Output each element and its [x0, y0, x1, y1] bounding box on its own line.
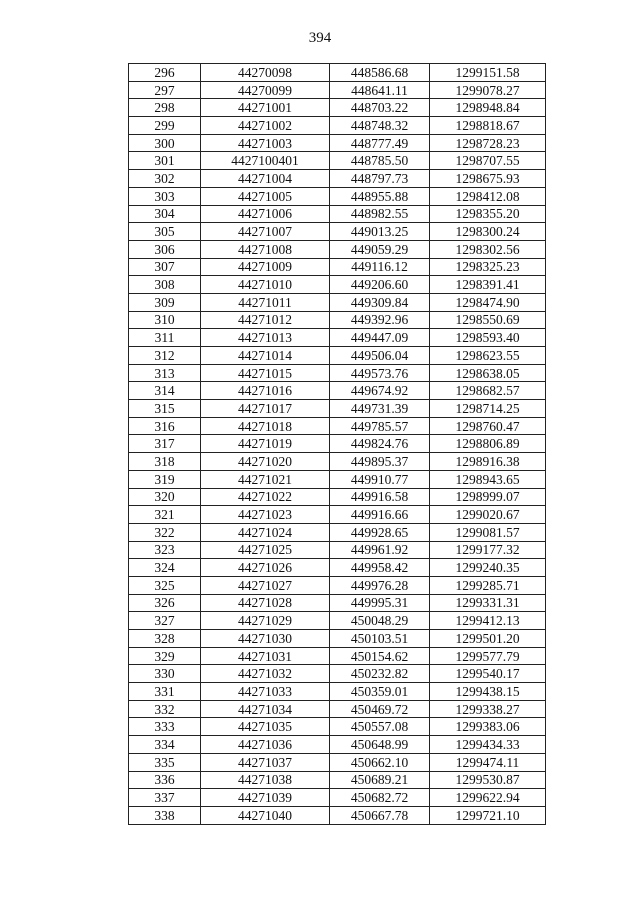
- row-number-cell: 323: [129, 541, 201, 559]
- table-row: [129, 258, 546, 276]
- point-id-cell: 44271008: [201, 240, 330, 258]
- x-coordinate-cell: 449995.31: [330, 594, 430, 612]
- point-id-cell: 44270098: [201, 64, 330, 82]
- y-coordinate-cell: 1298302.56: [430, 240, 546, 258]
- row-number-cell: 305: [129, 223, 201, 241]
- table-row: [129, 347, 546, 365]
- table-row: [129, 559, 546, 577]
- row-number-cell: 303: [129, 187, 201, 205]
- point-id-cell: 44271037: [201, 753, 330, 771]
- coordinates-table-body: [129, 64, 546, 825]
- y-coordinate-cell: 1298818.67: [430, 117, 546, 135]
- x-coordinate-cell: 450103.51: [330, 630, 430, 648]
- y-coordinate-cell: 1298714.25: [430, 400, 546, 418]
- x-coordinate-cell: 450689.21: [330, 771, 430, 789]
- point-id-cell: 44271004: [201, 170, 330, 188]
- x-coordinate-cell: 448748.32: [330, 117, 430, 135]
- row-number-cell: 302: [129, 170, 201, 188]
- x-coordinate-cell: 449392.96: [330, 311, 430, 329]
- x-coordinate-cell: 449824.76: [330, 435, 430, 453]
- row-number-cell: 299: [129, 117, 201, 135]
- row-number-cell: 332: [129, 700, 201, 718]
- point-id-cell: 44271025: [201, 541, 330, 559]
- y-coordinate-cell: 1299721.10: [430, 806, 546, 824]
- x-coordinate-cell: 449976.28: [330, 576, 430, 594]
- row-number-cell: 313: [129, 364, 201, 382]
- x-coordinate-cell: 450662.10: [330, 753, 430, 771]
- row-number-cell: 330: [129, 665, 201, 683]
- table-row: [129, 382, 546, 400]
- point-id-cell: 44271018: [201, 417, 330, 435]
- coordinates-table: [128, 63, 546, 825]
- x-coordinate-cell: 450648.99: [330, 736, 430, 754]
- table-row: [129, 311, 546, 329]
- table-row: [129, 700, 546, 718]
- y-coordinate-cell: 1298412.08: [430, 187, 546, 205]
- x-coordinate-cell: 450154.62: [330, 647, 430, 665]
- table-row: [129, 523, 546, 541]
- y-coordinate-cell: 1298675.93: [430, 170, 546, 188]
- point-id-cell: 44271015: [201, 364, 330, 382]
- row-number-cell: 316: [129, 417, 201, 435]
- y-coordinate-cell: 1298728.23: [430, 134, 546, 152]
- table-row: [129, 329, 546, 347]
- row-number-cell: 297: [129, 81, 201, 99]
- table-row: [129, 453, 546, 471]
- x-coordinate-cell: 449928.65: [330, 523, 430, 541]
- row-number-cell: 333: [129, 718, 201, 736]
- x-coordinate-cell: 449447.09: [330, 329, 430, 347]
- table-row: [129, 736, 546, 754]
- point-id-cell: 44271002: [201, 117, 330, 135]
- x-coordinate-cell: 449958.42: [330, 559, 430, 577]
- row-number-cell: 307: [129, 258, 201, 276]
- table-row: [129, 152, 546, 170]
- point-id-cell: 44271005: [201, 187, 330, 205]
- point-id-cell: 44271010: [201, 276, 330, 294]
- table-row: [129, 223, 546, 241]
- y-coordinate-cell: 1299020.67: [430, 506, 546, 524]
- point-id-cell: 44271030: [201, 630, 330, 648]
- x-coordinate-cell: 449573.76: [330, 364, 430, 382]
- x-coordinate-cell: 449785.57: [330, 417, 430, 435]
- x-coordinate-cell: 449910.77: [330, 470, 430, 488]
- y-coordinate-cell: 1298355.20: [430, 205, 546, 223]
- x-coordinate-cell: 448586.68: [330, 64, 430, 82]
- x-coordinate-cell: 448797.73: [330, 170, 430, 188]
- x-coordinate-cell: 448703.22: [330, 99, 430, 117]
- y-coordinate-cell: 1298550.69: [430, 311, 546, 329]
- row-number-cell: 331: [129, 683, 201, 701]
- row-number-cell: 318: [129, 453, 201, 471]
- y-coordinate-cell: 1299438.15: [430, 683, 546, 701]
- point-id-cell: 44271007: [201, 223, 330, 241]
- y-coordinate-cell: 1298682.57: [430, 382, 546, 400]
- table-row: [129, 117, 546, 135]
- x-coordinate-cell: 449506.04: [330, 347, 430, 365]
- point-id-cell: 44271016: [201, 382, 330, 400]
- y-coordinate-cell: 1299412.13: [430, 612, 546, 630]
- table-row: [129, 400, 546, 418]
- row-number-cell: 335: [129, 753, 201, 771]
- x-coordinate-cell: 450667.78: [330, 806, 430, 824]
- row-number-cell: 336: [129, 771, 201, 789]
- row-number-cell: 308: [129, 276, 201, 294]
- point-id-cell: 44271023: [201, 506, 330, 524]
- y-coordinate-cell: 1298916.38: [430, 453, 546, 471]
- y-coordinate-cell: 1298638.05: [430, 364, 546, 382]
- x-coordinate-cell: 449916.66: [330, 506, 430, 524]
- y-coordinate-cell: 1299240.35: [430, 559, 546, 577]
- x-coordinate-cell: 449916.58: [330, 488, 430, 506]
- row-number-cell: 325: [129, 576, 201, 594]
- table-row: [129, 647, 546, 665]
- table-row: [129, 364, 546, 382]
- x-coordinate-cell: 448982.55: [330, 205, 430, 223]
- row-number-cell: 311: [129, 329, 201, 347]
- x-coordinate-cell: 450557.08: [330, 718, 430, 736]
- point-id-cell: 4427100401: [201, 152, 330, 170]
- x-coordinate-cell: 449013.25: [330, 223, 430, 241]
- point-id-cell: 44271012: [201, 311, 330, 329]
- table-row: [129, 134, 546, 152]
- row-number-cell: 306: [129, 240, 201, 258]
- row-number-cell: 320: [129, 488, 201, 506]
- y-coordinate-cell: 1298593.40: [430, 329, 546, 347]
- y-coordinate-cell: 1299383.06: [430, 718, 546, 736]
- table-row: [129, 612, 546, 630]
- row-number-cell: 296: [129, 64, 201, 82]
- row-number-cell: 329: [129, 647, 201, 665]
- point-id-cell: 44271003: [201, 134, 330, 152]
- row-number-cell: 319: [129, 470, 201, 488]
- y-coordinate-cell: 1298707.55: [430, 152, 546, 170]
- table-row: [129, 541, 546, 559]
- y-coordinate-cell: 1298760.47: [430, 417, 546, 435]
- y-coordinate-cell: 1299434.33: [430, 736, 546, 754]
- table-row: [129, 205, 546, 223]
- y-coordinate-cell: 1298943.65: [430, 470, 546, 488]
- x-coordinate-cell: 449961.92: [330, 541, 430, 559]
- table-row: [129, 417, 546, 435]
- point-id-cell: 44271011: [201, 293, 330, 311]
- table-row: [129, 594, 546, 612]
- y-coordinate-cell: 1299501.20: [430, 630, 546, 648]
- point-id-cell: 44271001: [201, 99, 330, 117]
- table-row: [129, 293, 546, 311]
- x-coordinate-cell: 450359.01: [330, 683, 430, 701]
- point-id-cell: 44271040: [201, 806, 330, 824]
- row-number-cell: 301: [129, 152, 201, 170]
- y-coordinate-cell: 1299622.94: [430, 789, 546, 807]
- point-id-cell: 44271031: [201, 647, 330, 665]
- row-number-cell: 326: [129, 594, 201, 612]
- point-id-cell: 44271033: [201, 683, 330, 701]
- row-number-cell: 315: [129, 400, 201, 418]
- point-id-cell: 44271034: [201, 700, 330, 718]
- y-coordinate-cell: 1298623.55: [430, 347, 546, 365]
- point-id-cell: 44271039: [201, 789, 330, 807]
- page-number: 394: [308, 30, 332, 46]
- y-coordinate-cell: 1299338.27: [430, 700, 546, 718]
- row-number-cell: 309: [129, 293, 201, 311]
- row-number-cell: 328: [129, 630, 201, 648]
- table-row: [129, 470, 546, 488]
- y-coordinate-cell: 1299285.71: [430, 576, 546, 594]
- table-row: [129, 81, 546, 99]
- point-id-cell: 44271032: [201, 665, 330, 683]
- y-coordinate-cell: 1298391.41: [430, 276, 546, 294]
- row-number-cell: 317: [129, 435, 201, 453]
- table-row: [129, 64, 546, 82]
- point-id-cell: 44271026: [201, 559, 330, 577]
- y-coordinate-cell: 1298325.23: [430, 258, 546, 276]
- x-coordinate-cell: 450682.72: [330, 789, 430, 807]
- y-coordinate-cell: 1299540.17: [430, 665, 546, 683]
- point-id-cell: 44271035: [201, 718, 330, 736]
- y-coordinate-cell: 1299081.57: [430, 523, 546, 541]
- row-number-cell: 312: [129, 347, 201, 365]
- row-number-cell: 334: [129, 736, 201, 754]
- row-number-cell: 327: [129, 612, 201, 630]
- point-id-cell: 44271019: [201, 435, 330, 453]
- row-number-cell: 321: [129, 506, 201, 524]
- table-row: [129, 488, 546, 506]
- y-coordinate-cell: 1299331.31: [430, 594, 546, 612]
- table-row: [129, 718, 546, 736]
- point-id-cell: 44271020: [201, 453, 330, 471]
- x-coordinate-cell: 449895.37: [330, 453, 430, 471]
- y-coordinate-cell: 1298806.89: [430, 435, 546, 453]
- x-coordinate-cell: 448641.11: [330, 81, 430, 99]
- x-coordinate-cell: 449731.39: [330, 400, 430, 418]
- row-number-cell: 314: [129, 382, 201, 400]
- table-row: [129, 435, 546, 453]
- point-id-cell: 44271027: [201, 576, 330, 594]
- row-number-cell: 322: [129, 523, 201, 541]
- y-coordinate-cell: 1298300.24: [430, 223, 546, 241]
- table-row: [129, 789, 546, 807]
- x-coordinate-cell: 448777.49: [330, 134, 430, 152]
- table-row: [129, 683, 546, 701]
- y-coordinate-cell: 1299177.32: [430, 541, 546, 559]
- x-coordinate-cell: 449059.29: [330, 240, 430, 258]
- row-number-cell: 337: [129, 789, 201, 807]
- row-number-cell: 304: [129, 205, 201, 223]
- x-coordinate-cell: 449309.84: [330, 293, 430, 311]
- x-coordinate-cell: 448955.88: [330, 187, 430, 205]
- y-coordinate-cell: 1299078.27: [430, 81, 546, 99]
- table-row: [129, 506, 546, 524]
- point-id-cell: 44271036: [201, 736, 330, 754]
- table-row: [129, 753, 546, 771]
- y-coordinate-cell: 1298999.07: [430, 488, 546, 506]
- row-number-cell: 338: [129, 806, 201, 824]
- table-row: [129, 771, 546, 789]
- point-id-cell: 44271022: [201, 488, 330, 506]
- x-coordinate-cell: 448785.50: [330, 152, 430, 170]
- table-row: [129, 240, 546, 258]
- x-coordinate-cell: 449206.60: [330, 276, 430, 294]
- y-coordinate-cell: 1299530.87: [430, 771, 546, 789]
- row-number-cell: 300: [129, 134, 201, 152]
- y-coordinate-cell: 1299577.79: [430, 647, 546, 665]
- y-coordinate-cell: 1299151.58: [430, 64, 546, 82]
- point-id-cell: 44271021: [201, 470, 330, 488]
- point-id-cell: 44271009: [201, 258, 330, 276]
- y-coordinate-cell: 1298948.84: [430, 99, 546, 117]
- x-coordinate-cell: 450469.72: [330, 700, 430, 718]
- point-id-cell: 44271028: [201, 594, 330, 612]
- table-row: [129, 576, 546, 594]
- point-id-cell: 44271029: [201, 612, 330, 630]
- point-id-cell: 44271014: [201, 347, 330, 365]
- point-id-cell: 44271038: [201, 771, 330, 789]
- table-row: [129, 806, 546, 824]
- y-coordinate-cell: 1298474.90: [430, 293, 546, 311]
- row-number-cell: 298: [129, 99, 201, 117]
- table-row: [129, 630, 546, 648]
- point-id-cell: 44271013: [201, 329, 330, 347]
- x-coordinate-cell: 449116.12: [330, 258, 430, 276]
- table-row: [129, 170, 546, 188]
- x-coordinate-cell: 449674.92: [330, 382, 430, 400]
- table-row: [129, 665, 546, 683]
- x-coordinate-cell: 450048.29: [330, 612, 430, 630]
- point-id-cell: 44271006: [201, 205, 330, 223]
- point-id-cell: 44271017: [201, 400, 330, 418]
- x-coordinate-cell: 450232.82: [330, 665, 430, 683]
- point-id-cell: 44271024: [201, 523, 330, 541]
- table-row: [129, 276, 546, 294]
- row-number-cell: 310: [129, 311, 201, 329]
- point-id-cell: 44270099: [201, 81, 330, 99]
- table-row: [129, 187, 546, 205]
- y-coordinate-cell: 1299474.11: [430, 753, 546, 771]
- row-number-cell: 324: [129, 559, 201, 577]
- table-row: [129, 99, 546, 117]
